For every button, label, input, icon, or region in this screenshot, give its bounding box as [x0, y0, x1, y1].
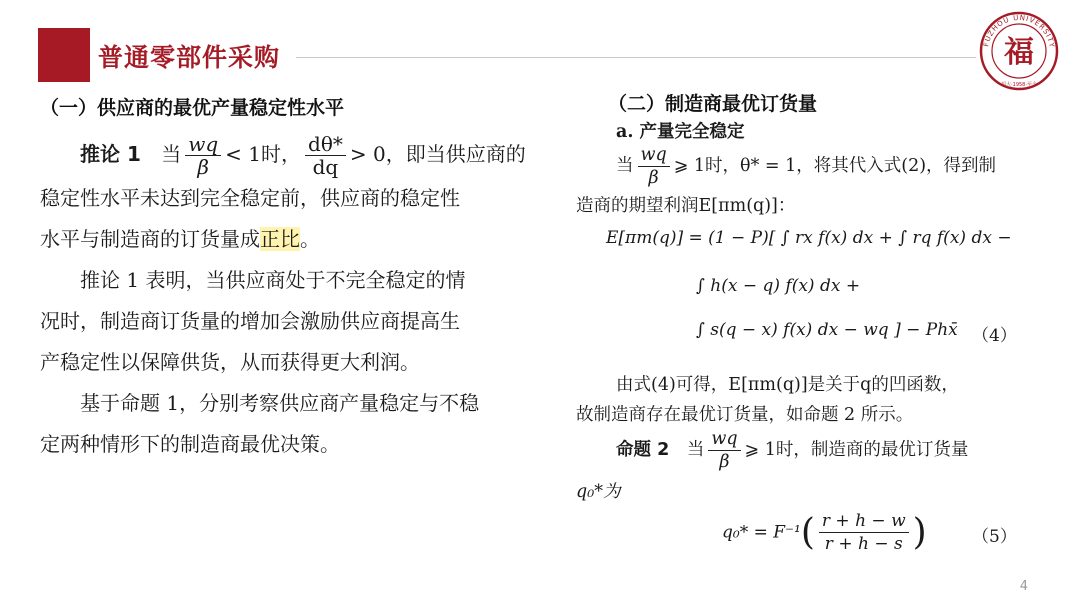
eq5-fraction: $\frac{r + h - w}{r + h - s}$ — [819, 510, 909, 555]
para3-line-2: 定两种情形下的制造商最优决策。 — [40, 432, 340, 456]
page-title: 普通零部件采购 — [98, 43, 281, 72]
corollary-cond1: < 1时， — [225, 142, 302, 166]
right-p1-line1: 当 $\frac{wq}{\beta}$ ⩾ 1时，θ* = 1，将其代入式(2)，得到制 — [616, 145, 997, 188]
equation-4-number: （4） — [972, 326, 1017, 346]
corollary-label: 推论 1 — [80, 142, 141, 166]
corollary-line-1 — [40, 133, 550, 178]
equation-5-number: （5） — [972, 527, 1017, 547]
corollary-fraction: $\frac{wq}{\beta}$ — [185, 133, 221, 178]
proposition-2-line1: 命题 2 当 $\frac{wq}{\beta}$ ⩾ 1时，制造商的最优订货量 — [616, 429, 969, 472]
equation-4-line-1 — [606, 228, 1012, 248]
title-divider — [296, 57, 976, 58]
proposition-fraction: $\frac{wq}{\beta}$ — [708, 428, 740, 473]
equation-4-line-2 — [696, 276, 860, 296]
eq4-text-3: ∫ s(q − x) f(x) dx − wq ] − Phx̄ — [696, 320, 958, 340]
logo-year: 福大·1958·至今 — [1001, 82, 1037, 88]
page-number: 4 — [1019, 579, 1028, 594]
logo-arc-text: FUZHOU UNIVERSITY — [982, 13, 1056, 49]
eq4-text-1: E[πm(q)] = (1 − P)[ ∫ rx f(x) dx + ∫ rq f(x) dx − — [606, 228, 1012, 248]
right-p1-line2: 造商的期望利润E[πm(q)]： — [576, 196, 796, 216]
corollary-derivative: $\frac{d\theta*}{dq}$ — [305, 133, 346, 178]
title-accent-block — [38, 28, 90, 82]
para2-line-1: 推论 1 表明，当供应商处于不完全稳定的情 — [80, 268, 466, 292]
right-p2-line1: 由式(4)可得，E[πm(q)]是关于q的凹函数， — [616, 375, 959, 395]
logo-character: 福 — [1004, 35, 1034, 70]
proposition-label: 命题 2 — [616, 440, 670, 460]
corollary-cond2: > 0，即当供应商的 — [349, 142, 526, 166]
university-logo — [978, 10, 1060, 92]
proposition-2-line2: q₀*为 — [576, 482, 621, 502]
para2-line-3: 产稳定性以保障供货，从而获得更大利润。 — [40, 350, 420, 374]
right-section-title: （二）制造商最优订货量 — [608, 93, 818, 115]
para2-line-2: 况时，制造商订货量的增加会激励供应商提高生 — [40, 309, 460, 333]
corollary-line-3: 水平与制造商的订货量成正比。 — [40, 227, 320, 251]
corollary-line-2: 稳定性水平未达到完全稳定前，供应商的稳定性 — [40, 186, 460, 210]
right-p1-fraction: $\frac{wq}{\beta}$ — [638, 144, 670, 189]
eq4-text-2: ∫ h(x − q) f(x) dx + — [696, 276, 861, 296]
equation-5: q₀* = F⁻¹( $\frac{r + h - w}{r + h - s}$ ) — [722, 511, 927, 554]
sub-heading-a: a. 产量完全稳定 — [616, 122, 745, 142]
eq5-lhs: q₀* = F⁻¹ — [722, 522, 801, 543]
corollary-when: 当 — [161, 142, 182, 166]
equation-4-line-3 — [696, 320, 958, 340]
left-section-title: （一）供应商的最优产量稳定性水平 — [40, 97, 345, 119]
right-p2-line2: 故制造商存在最优订货量，如命题 2 所示。 — [576, 405, 914, 425]
left-body — [40, 133, 550, 465]
para3-line-1: 基于命题 1，分别考察供应商产量稳定与不稳 — [80, 391, 480, 415]
highlight-proportional: 正比 — [260, 227, 300, 251]
